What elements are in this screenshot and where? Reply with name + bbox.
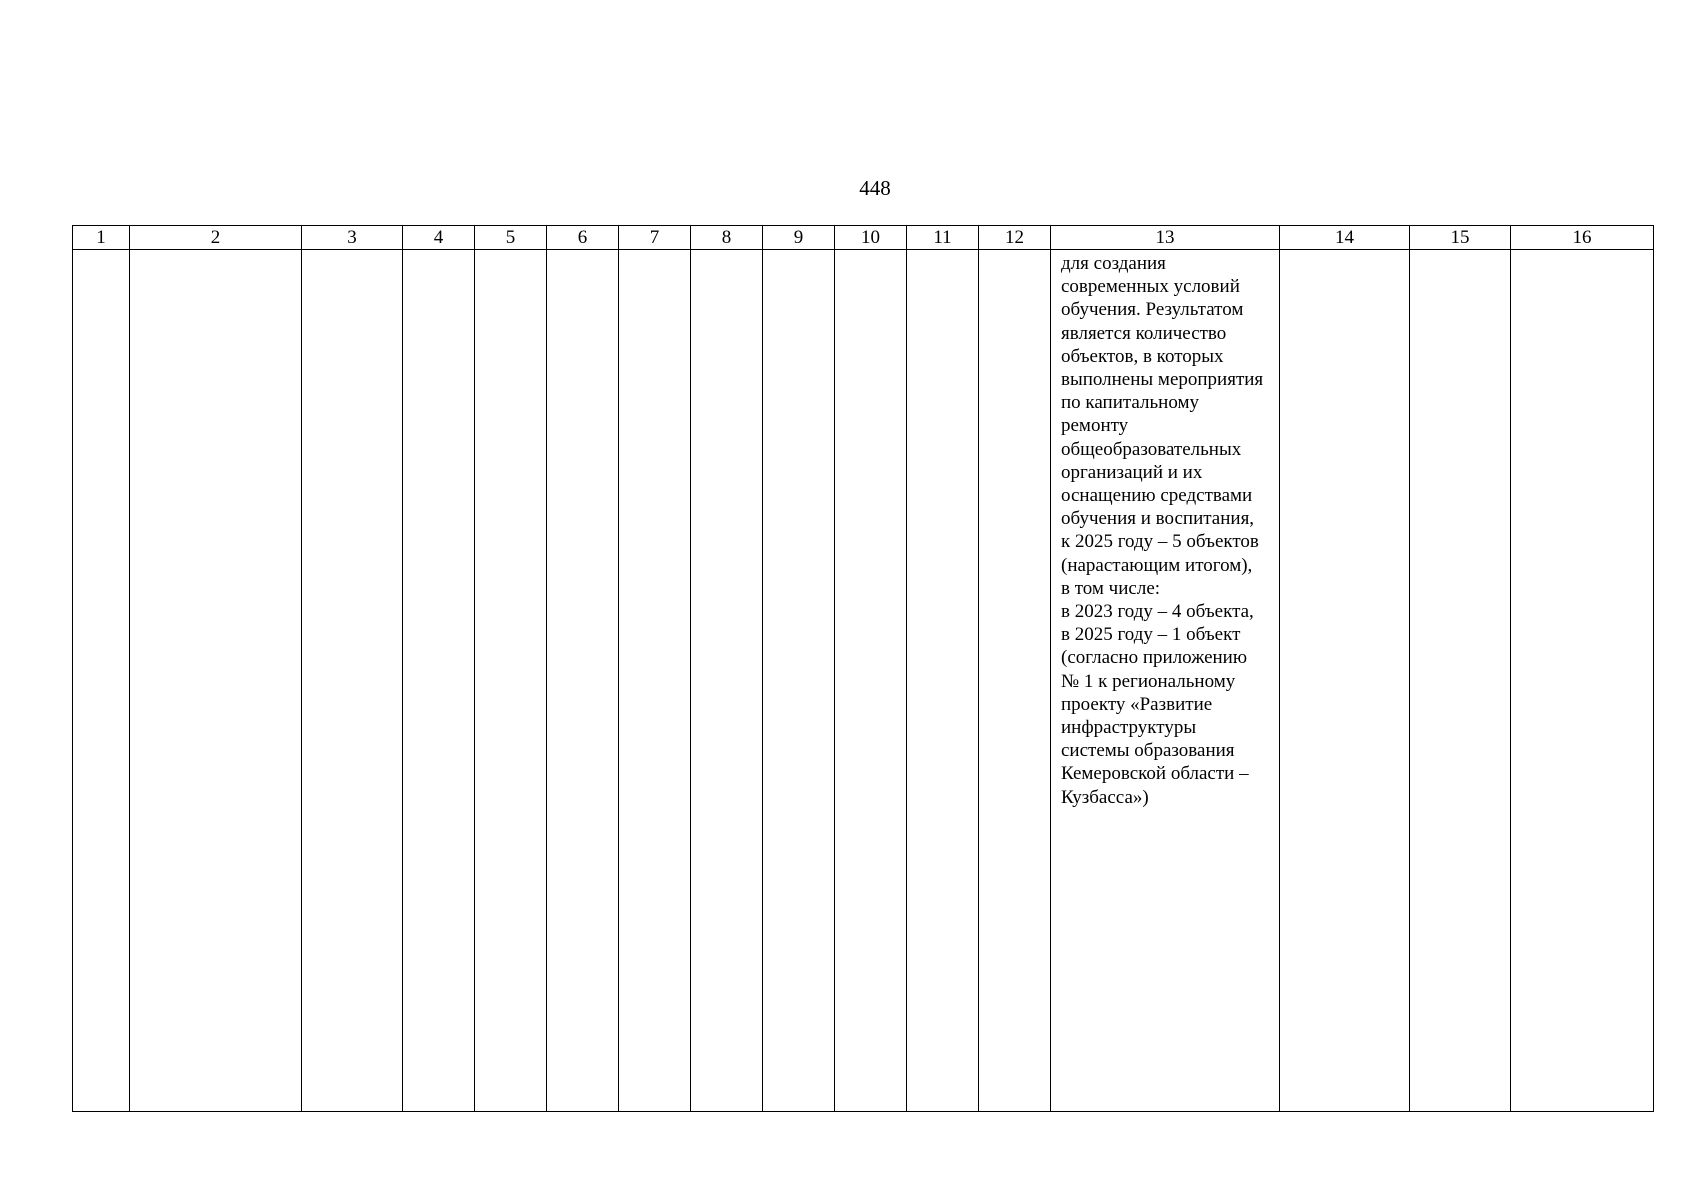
column-header-8: 8 [691,226,763,250]
table-cell-5 [475,250,547,1112]
page-number: 448 [859,176,891,200]
column-header-10: 10 [835,226,907,250]
table-cell-8 [691,250,763,1112]
column-header-9: 9 [763,226,835,250]
table-cell-1 [73,250,130,1112]
column-header-1: 1 [73,226,130,250]
table-cell-2 [130,250,302,1112]
table-cell-6 [547,250,619,1112]
table-cell-12 [979,250,1051,1112]
column-header-11: 11 [907,226,979,250]
column-header-16: 16 [1511,226,1654,250]
table-cell-15 [1410,250,1511,1112]
column-header-13: 13 [1051,226,1280,250]
table-cell-9 [763,250,835,1112]
column-header-2: 2 [130,226,302,250]
continuation-table [72,225,1654,1112]
column-header-4: 4 [403,226,475,250]
column-header-12: 12 [979,226,1051,250]
table-row [73,250,1654,1112]
table-cell-13 [1051,250,1280,1112]
column-header-7: 7 [619,226,691,250]
table-cell-14 [1280,250,1410,1112]
column-header-3: 3 [302,226,403,250]
table-cell-7 [619,250,691,1112]
column-header-5: 5 [475,226,547,250]
table-cell-3 [302,250,403,1112]
column-header-14: 14 [1280,226,1410,250]
result-description-text: для создания современных условий обучения. Результатом является количество объектов, в которых выполнены мероприятия по капитальному ремонту общеобразовательных организаций и их оснащению средствами обучения и воспитания, к 2025 году – 5 объектов (нарастающим итогом), в том числе: в 2023 году – 4 объекта, в 2025 году – 1 объект (согласно приложению № 1 к региональному проекту «Развитие инфраструктуры системы образования Кемеровской области – Кузбасса») [1061,253,1264,808]
table-cell-11 [907,250,979,1112]
column-header-15: 15 [1410,226,1511,250]
table-cell-10 [835,250,907,1112]
table-cell-4 [403,250,475,1112]
column-number-row [73,226,1654,250]
column-header-6: 6 [547,226,619,250]
table-cell-16 [1511,250,1654,1112]
